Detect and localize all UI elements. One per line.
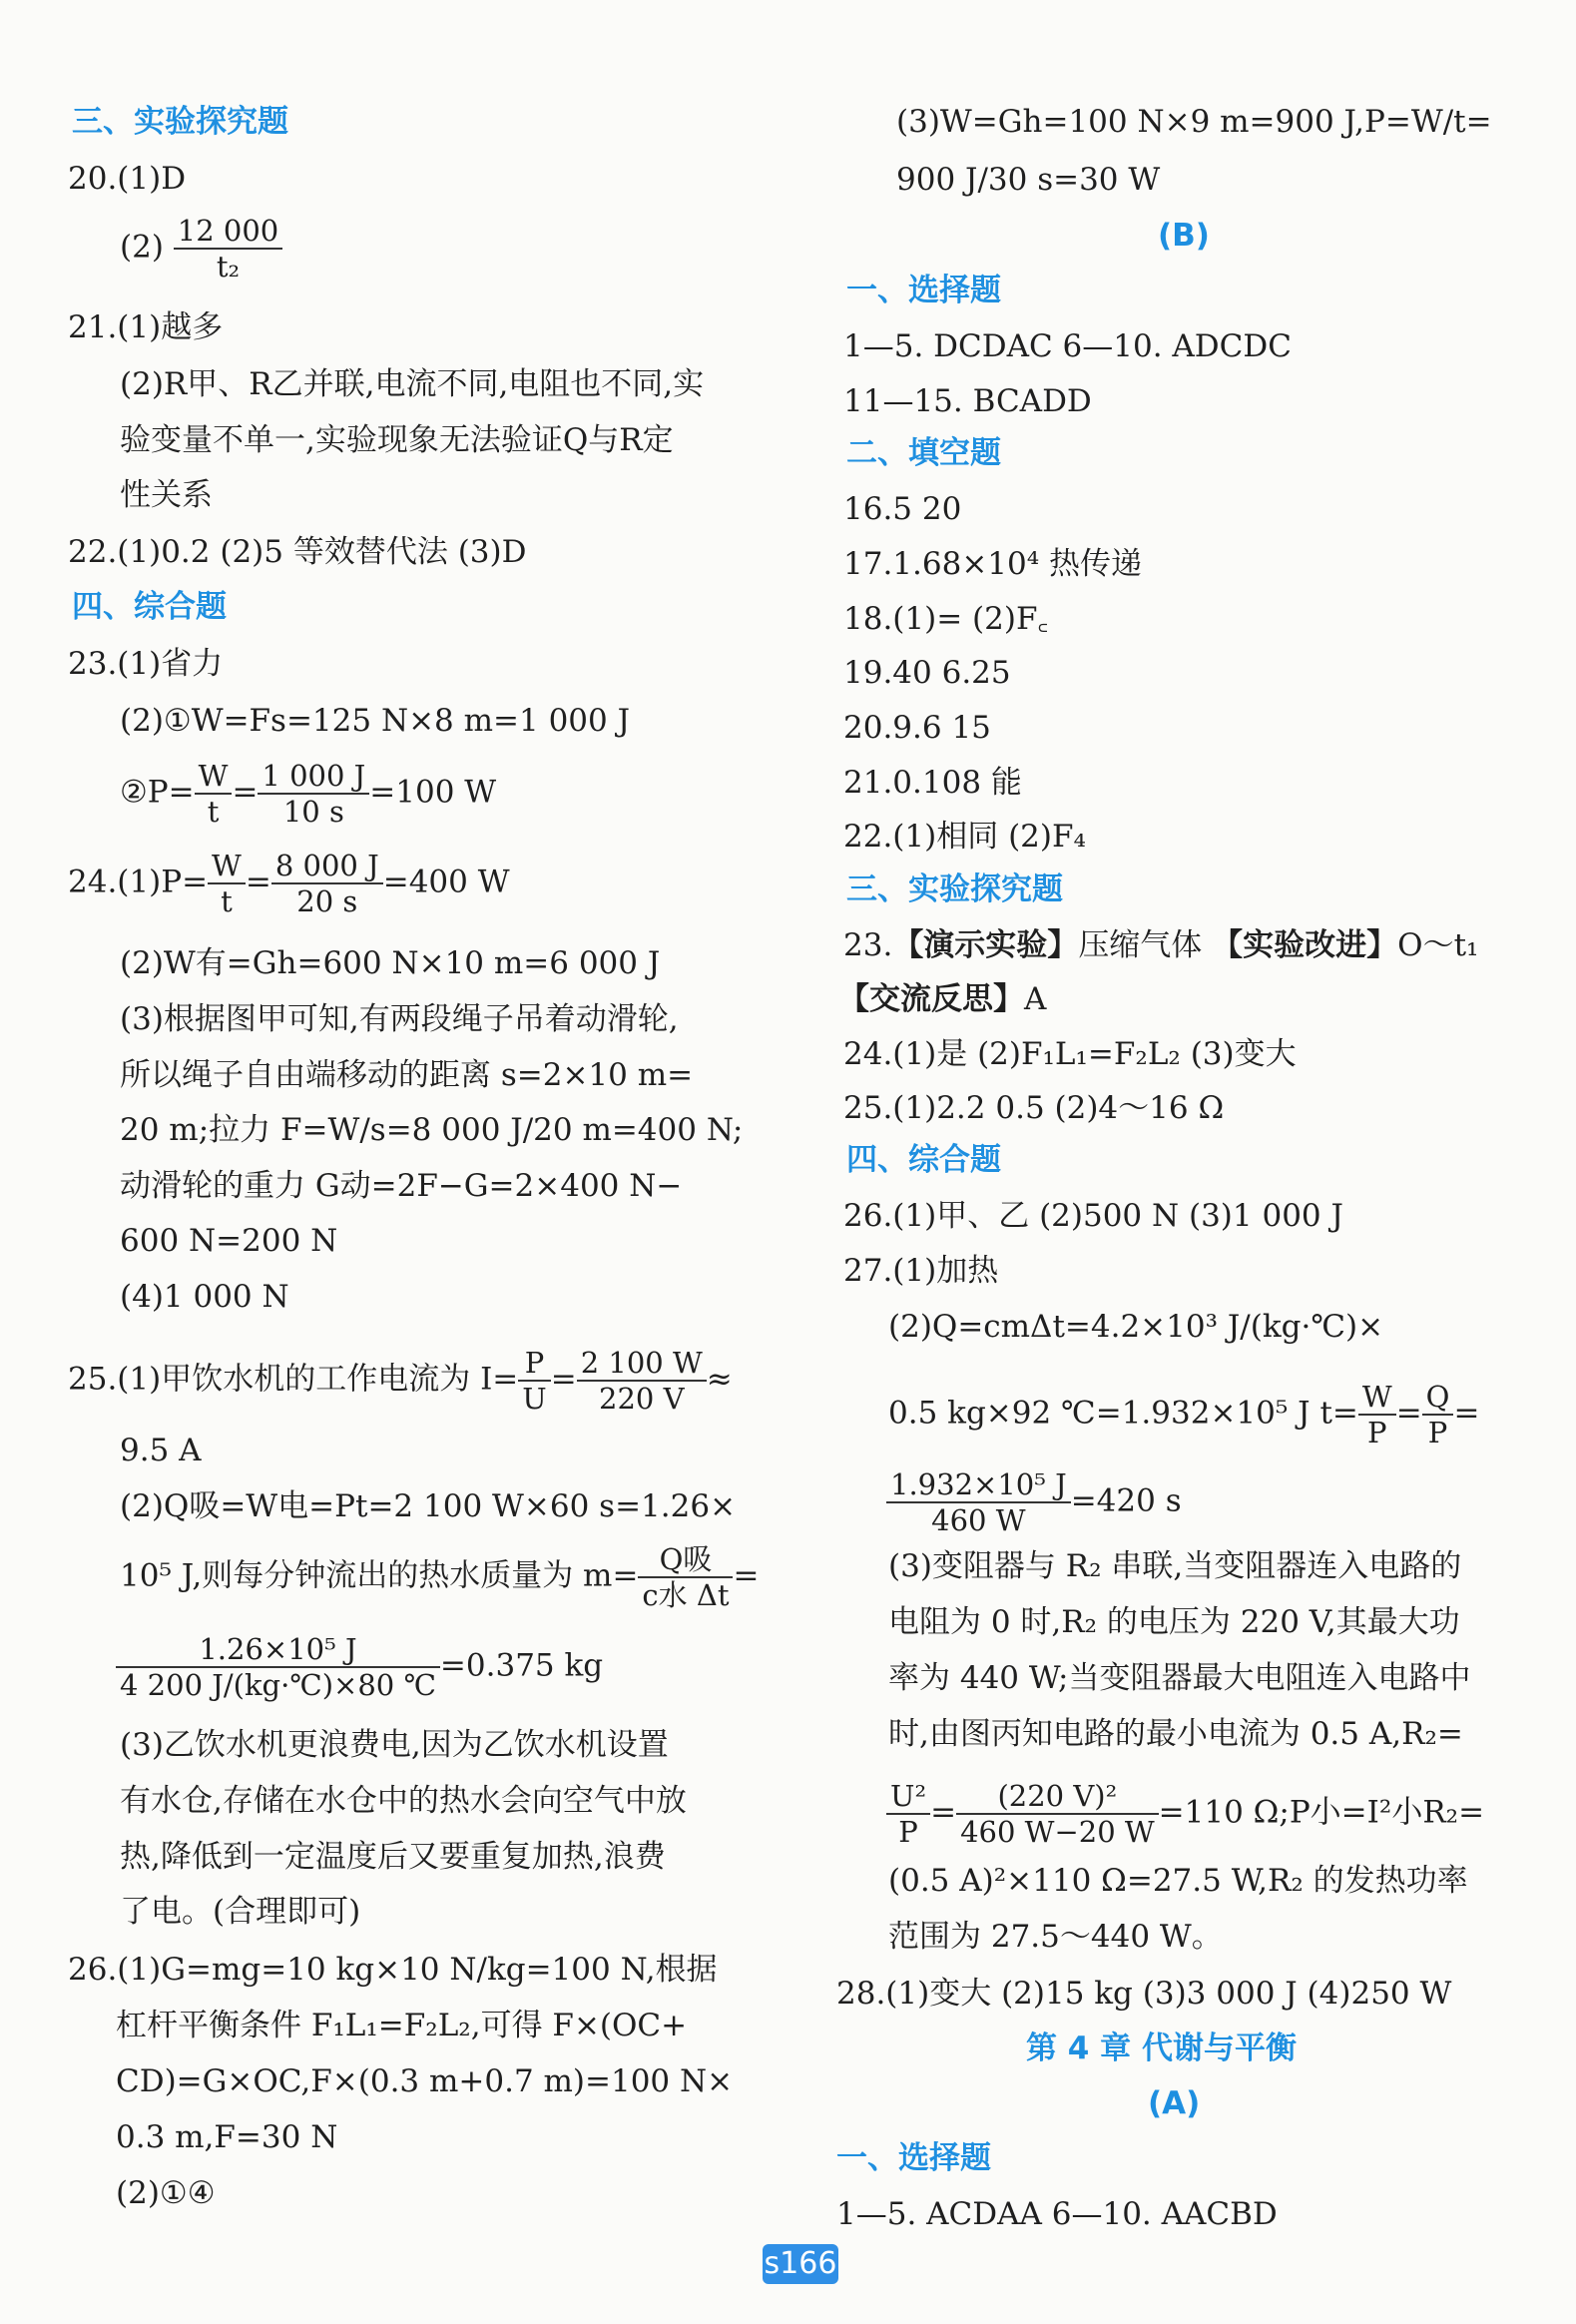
answer-24: 24.(1)是 (2)F₁L₁=F₂L₂ (3)变大 (843, 1036, 1297, 1072)
answer-27-3-line5: $\frac{\text{U²}}{P}$ = $\frac{\text{(220 V)²}}{460 W-20 W}$ =110 Ω;P小=I²小R₂= (886, 1779, 1484, 1849)
answer-24-3-line3: 20 m;拉力 F=W/s=8 000 J/20 m=400 N; (120, 1112, 744, 1148)
section-heading-experiment-b: 三、实验探究题 (846, 872, 1063, 907)
answer-17: 17.1.68×10⁴ 热传递 (843, 546, 1143, 582)
answer-21-2-line2: 验变量不单一,实验现象无法验证Q与R定 (120, 422, 674, 458)
answer-24-1: 24.(1)P= $\frac{W}{t}$ = $\frac{8 000 J}{20 s}$ =400 W (68, 849, 510, 918)
answer-22: 22.(1)0.2 (2)5 等效替代法 (3)D (68, 534, 527, 570)
fraction-2100w-220v: $\frac{2 100 W}{220 V}$ (577, 1346, 707, 1416)
answer-cont-line2: 900 J/30 s=30 W (896, 162, 1161, 198)
fraction-w-t: $\frac{W}{t}$ (195, 759, 233, 829)
answer-25-3-line2: 有水仓,存储在水仓中的热水会向空气中放 (120, 1783, 687, 1819)
answer-23-1: 23.(1)省力 (68, 646, 224, 682)
answer-26-line4: 0.3 m,F=30 N (116, 2119, 338, 2155)
answer-20-1: 20.(1)D (68, 161, 187, 197)
answer-23-line2: 【交流反思】A (838, 981, 1047, 1017)
answer-25-3-line3: 热,降低到一定温度后又要重复加热,浪费 (120, 1839, 666, 1875)
answer-27-3-line3: 率为 440 W;当变阻器最大电阻连入电路中 (888, 1660, 1471, 1696)
answer-26-line1: 26.(1)G=mg=10 kg×10 N/kg=100 N,根据 (68, 1952, 718, 1988)
answer-16: 16.5 20 (843, 491, 962, 527)
answer-27-3-line6: (0.5 A)²×110 Ω=27.5 W,R₂ 的发热功率 (888, 1863, 1468, 1899)
answer-24-3-line1: (3)根据图甲可知,有两段绳子吊着动滑轮, (120, 1001, 679, 1037)
answer-27-3-line7: 范围为 27.5～440 W。 (888, 1919, 1223, 1955)
answer-27-2-line2: 0.5 kg×92 ℃=1.932×10⁵ J t= $\frac{W}{P}$ = $\frac{Q}{P}$ = (888, 1380, 1480, 1450)
section-heading-comprehensive-b: 四、综合题 (846, 1142, 1001, 1178)
answer-26: 26.(1)甲、乙 (2)500 N (3)1 000 J (843, 1198, 1343, 1234)
fraction-q-p: $\frac{Q}{P}$ (1422, 1380, 1454, 1450)
answer-27-2-line1: (2)Q=cmΔt=4.2×10³ J/(kg·℃)× (888, 1309, 1384, 1345)
answer-27-1: 27.(1)加热 (843, 1253, 999, 1289)
fraction-8000j-20s: $\frac{8 000 J}{20 s}$ (271, 849, 383, 918)
fraction-mass: $\frac{\text{1.26×10⁵ J}}{4 200 J/(kg\cdot℃)\times 80 ℃}$ (116, 1632, 440, 1702)
answer-27-3-line4: 时,由图丙知电路的最小电流为 0.5 A,R₂= (888, 1716, 1463, 1752)
part-b-heading: (B) (1158, 218, 1210, 254)
answer-25-3-line4: 了电。(合理即可) (120, 1894, 361, 1930)
answer-25-1-result: 9.5 A (120, 1433, 202, 1468)
chapter-title: 第 4 章 代谢与平衡 (1026, 2031, 1297, 2066)
answer-21-2-line1: (2)R甲、R乙并联,电流不同,电阻也不同,实 (120, 366, 705, 402)
fraction-1000j-10s: $\frac{1 000 J}{10 s}$ (258, 759, 369, 829)
answer-28: 28.(1)变大 (2)15 kg (3)3 000 J (4)250 W (836, 1976, 1452, 2012)
section-heading-choice: 一、选择题 (846, 273, 1001, 308)
answer-11-15: 11—15. BCADD (843, 383, 1092, 419)
answer-20-2: (2) $\frac{12 000}{\text{t₂}}$ (120, 214, 282, 284)
answer-26-line3: CD)=G×OC,F×(0.3 m+0.7 m)=100 N× (116, 2063, 734, 2099)
answer-27-3-line1: (3)变阻器与 R₂ 串联,当变阻器连入电路的 (888, 1548, 1462, 1584)
answer-27-3-line2: 电阻为 0 时,R₂ 的电压为 220 V,其最大功 (888, 1604, 1460, 1640)
answer-25-3-line1: (3)乙饮水机更浪费电,因为乙饮水机设置 (120, 1727, 669, 1763)
answer-19: 19.40 6.25 (843, 655, 1011, 691)
answer-25-1: 25.(1)甲饮水机的工作电流为 I= $\frac{P}{U}$ = $\frac{2 100 W}{220 V}$ ≈ (68, 1346, 733, 1416)
answer-26-2: (2)①④ (116, 2175, 216, 2211)
fraction-220v2: $\frac{\text{(220 V)²}}{460 W-20 W}$ (956, 1779, 1159, 1849)
answer-23-line1: 23.【演示实验】压缩气体 【实验改进】O～t₁ (843, 927, 1479, 963)
answer-20: 20.9.6 15 (843, 710, 991, 746)
fraction-p-u: $\frac{P}{U}$ (518, 1346, 550, 1416)
fraction-q-c-dt: $\frac{\text{Q吸}}{\text{c水 Δt}}$ (638, 1542, 733, 1612)
fraction-w-t-24: $\frac{W}{t}$ (208, 849, 246, 918)
answer-21-2-line3: 性关系 (120, 477, 213, 513)
answer-18: 18.(1)= (2)F꜀ (843, 601, 1049, 637)
part-a-heading: (A) (1148, 2085, 1201, 2121)
answer-cont-line1: (3)W=Gh=100 N×9 m=900 J,P=W/t= (896, 104, 1492, 140)
answer-23-2: (2)①W=Fs=125 N×8 m=1 000 J (120, 703, 631, 739)
answer-24-3-line5: 600 N=200 N (120, 1223, 338, 1259)
section-heading-experiment: 三、实验探究题 (72, 104, 288, 140)
fraction-w-p: $\frac{W}{P}$ (1358, 1380, 1396, 1450)
answer-23-3: ②P= $\frac{W}{t}$ = $\frac{1 000 J}{10 s}$ =100 W (120, 759, 497, 829)
answer-27-2-line3: $\frac{\text{1.932×10⁵ J}}{460 W}$ =420 s (886, 1467, 1182, 1537)
fraction-12000-t2: $\frac{12 000}{\text{t₂}}$ (174, 214, 282, 284)
answer-1-10-a: 1—5. ACDAA 6—10. AACBD (836, 2196, 1278, 2232)
answer-1-10: 1—5. DCDAC 6—10. ADCDC (843, 328, 1292, 364)
answer-24-3-line4: 动滑轮的重力 G动=2F−G=2×400 N− (120, 1168, 683, 1204)
answer-25-2-line1: (2)Q吸=W电=Pt=2 100 W×60 s=1.26× (120, 1488, 737, 1524)
answer-26-line2: 杠杆平衡条件 F₁L₁=F₂L₂,可得 F×(OC+ (116, 2008, 688, 2043)
answer-25-2-line2: 10⁵ J,则每分钟流出的热水质量为 m= $\frac{\text{Q吸}}{\text{c水 Δt}}$ = (120, 1542, 760, 1612)
fraction-time: $\frac{\text{1.932×10⁵ J}}{460 W}$ (886, 1467, 1071, 1537)
answer-24-3-line2: 所以绳子自由端移动的距离 s=2×10 m= (120, 1057, 694, 1093)
page-number-badge: s166 (763, 2244, 838, 2284)
answer-25-2-line3: $\frac{\text{1.26×10⁵ J}}{4 200 J/(kg\cdot℃)\times 80 ℃}$ =0.375 kg (116, 1632, 603, 1702)
answer-21: 21.0.108 能 (843, 765, 1022, 801)
answer-22: 22.(1)相同 (2)F₄ (843, 819, 1086, 855)
section-heading-fill: 二、填空题 (846, 435, 1001, 471)
answer-24-2: (2)W有=Gh=600 N×10 m=6 000 J (120, 945, 661, 981)
answer-25: 25.(1)2.2 0.5 (2)4～16 Ω (843, 1090, 1225, 1126)
section-heading-choice-a: 一、选择题 (836, 2140, 991, 2176)
section-heading-comprehensive: 四、综合题 (72, 589, 227, 625)
fraction-u2-p: $\frac{\text{U²}}{P}$ (886, 1779, 930, 1849)
answer-21-1: 21.(1)越多 (68, 309, 224, 345)
answer-24-4: (4)1 000 N (120, 1279, 289, 1315)
